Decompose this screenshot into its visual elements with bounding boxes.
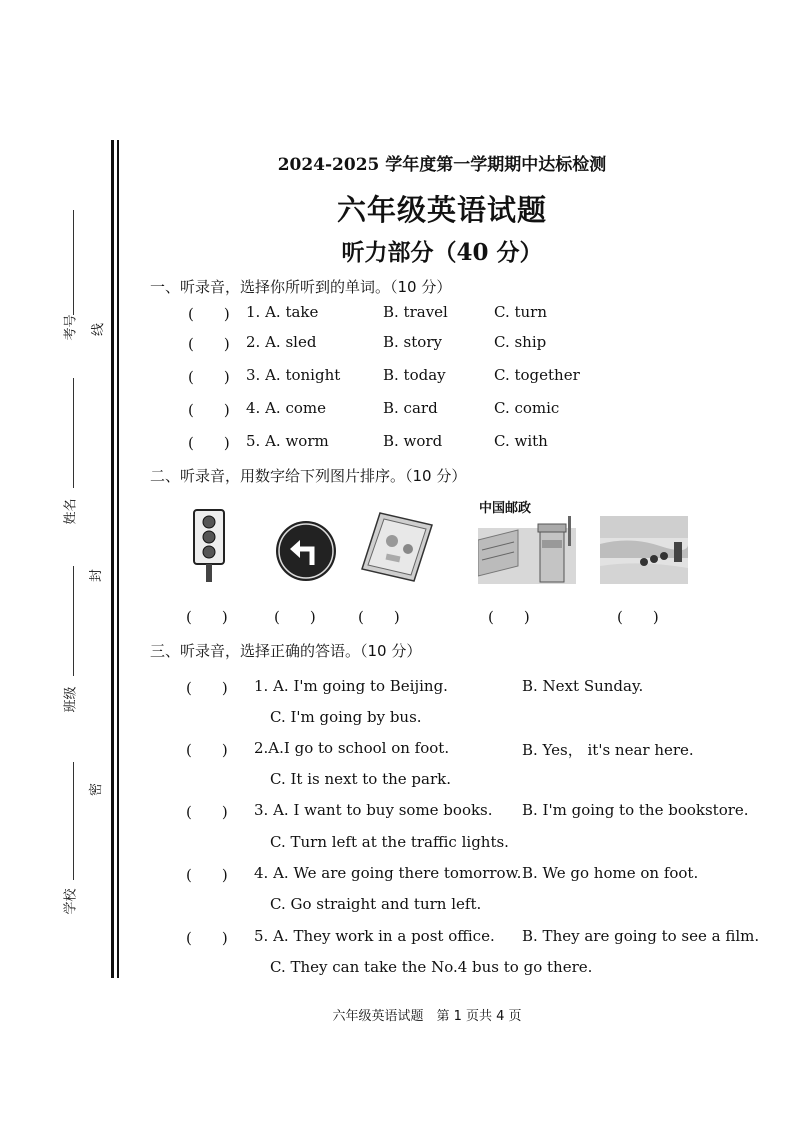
option-b: B. word bbox=[383, 432, 443, 450]
picture-order-blank[interactable]: ( ) bbox=[358, 608, 400, 626]
post-office-picture bbox=[478, 516, 576, 584]
option-c: C. turn bbox=[494, 303, 547, 321]
option-a: 3. A. I want to buy some books. bbox=[254, 801, 493, 819]
exam-subtitle: 2024-2025 学年度第一学期期中达标检测 bbox=[277, 155, 607, 175]
option-b: B. story bbox=[383, 333, 442, 351]
xuexiao-blank bbox=[73, 762, 74, 880]
answer-blank[interactable]: ( ) bbox=[188, 305, 230, 323]
answer-blank[interactable]: ( ) bbox=[188, 434, 230, 452]
option-b: B. We go home on foot. bbox=[522, 864, 699, 882]
seal-feng: 封 bbox=[89, 568, 105, 583]
traffic-light-picture bbox=[188, 508, 230, 584]
option-a: 4. A. We are going there tomorrow. bbox=[254, 864, 522, 882]
option-c: C. Turn left at the traffic lights. bbox=[270, 833, 509, 851]
post-office-label: 中国邮政 bbox=[479, 501, 532, 516]
option-a: 5. A. They work in a post office. bbox=[254, 927, 495, 945]
option-a: 5. A. worm bbox=[246, 432, 329, 450]
exam-title: 六年级英语试题 bbox=[336, 193, 547, 227]
xingming-label: 姓名 bbox=[63, 498, 79, 525]
option-b: B. travel bbox=[383, 303, 448, 321]
answer-blank[interactable]: ( ) bbox=[186, 803, 228, 821]
comic-book-picture bbox=[356, 511, 436, 583]
answer-blank[interactable]: ( ) bbox=[188, 368, 230, 386]
answer-blank[interactable]: ( ) bbox=[186, 866, 228, 884]
picture-order-blank[interactable]: ( ) bbox=[617, 608, 659, 626]
option-a: 4. A. come bbox=[246, 399, 326, 417]
option-b: B. Yes， it's near here. bbox=[522, 741, 694, 759]
option-a: 1. A. take bbox=[246, 303, 319, 321]
section2-title: 二、听录音，用数字给下列图片排序。（10 分） bbox=[150, 467, 467, 485]
kaohao-label: 考号 bbox=[63, 314, 79, 341]
option-c: C. I'm going by bus. bbox=[270, 708, 422, 726]
seal-xian: 线 bbox=[91, 322, 107, 337]
answer-blank[interactable]: ( ) bbox=[186, 929, 228, 947]
seal-mi: 密 bbox=[89, 782, 105, 797]
option-a: 2.A.I go to school on foot. bbox=[254, 739, 450, 757]
picture-order-blank[interactable]: ( ) bbox=[488, 608, 530, 626]
option-b: B. I'm going to the bookstore. bbox=[522, 801, 749, 819]
banji-blank bbox=[73, 566, 74, 676]
listening-part-title: 听力部分（40 分） bbox=[341, 239, 543, 266]
option-c: C. Go straight and turn left. bbox=[270, 895, 482, 913]
option-c: C. comic bbox=[494, 399, 560, 417]
answer-blank[interactable]: ( ) bbox=[186, 741, 228, 759]
option-a: 3. A. tonight bbox=[246, 366, 341, 384]
section1-title: 一、听录音，选择你所听到的单词。（10 分） bbox=[150, 278, 452, 296]
answer-blank[interactable]: ( ) bbox=[188, 401, 230, 419]
option-c: C. It is next to the park. bbox=[270, 770, 451, 788]
option-c: C. ship bbox=[494, 333, 547, 351]
page-footer: 六年级英语试题 第 1 页共 4 页 bbox=[332, 1009, 522, 1024]
xingming-blank bbox=[73, 378, 74, 488]
option-c: C. They can take the No.4 bus to go there. bbox=[270, 958, 593, 976]
picture-order-blank[interactable]: ( ) bbox=[186, 608, 228, 626]
option-b: B. card bbox=[383, 399, 438, 417]
option-b: B. today bbox=[383, 366, 446, 384]
xuexiao-label: 学校 bbox=[63, 888, 79, 915]
option-c: C. together bbox=[494, 366, 580, 384]
banji-label: 班级 bbox=[63, 686, 79, 713]
option-c: C. with bbox=[494, 432, 548, 450]
answer-blank[interactable]: ( ) bbox=[186, 679, 228, 697]
option-a: 1. A. I'm going to Beijing. bbox=[254, 677, 448, 695]
turn-left-sign-picture bbox=[274, 519, 338, 583]
section3-title: 三、听录音，选择正确的答语。（10 分） bbox=[150, 642, 422, 660]
picture-order-blank[interactable]: ( ) bbox=[274, 608, 316, 626]
option-b: B. They are going to see a film. bbox=[522, 927, 760, 945]
answer-blank[interactable]: ( ) bbox=[188, 335, 230, 353]
option-a: 2. A. sled bbox=[246, 333, 317, 351]
option-b: B. Next Sunday. bbox=[522, 677, 644, 695]
park-picture bbox=[600, 516, 688, 584]
